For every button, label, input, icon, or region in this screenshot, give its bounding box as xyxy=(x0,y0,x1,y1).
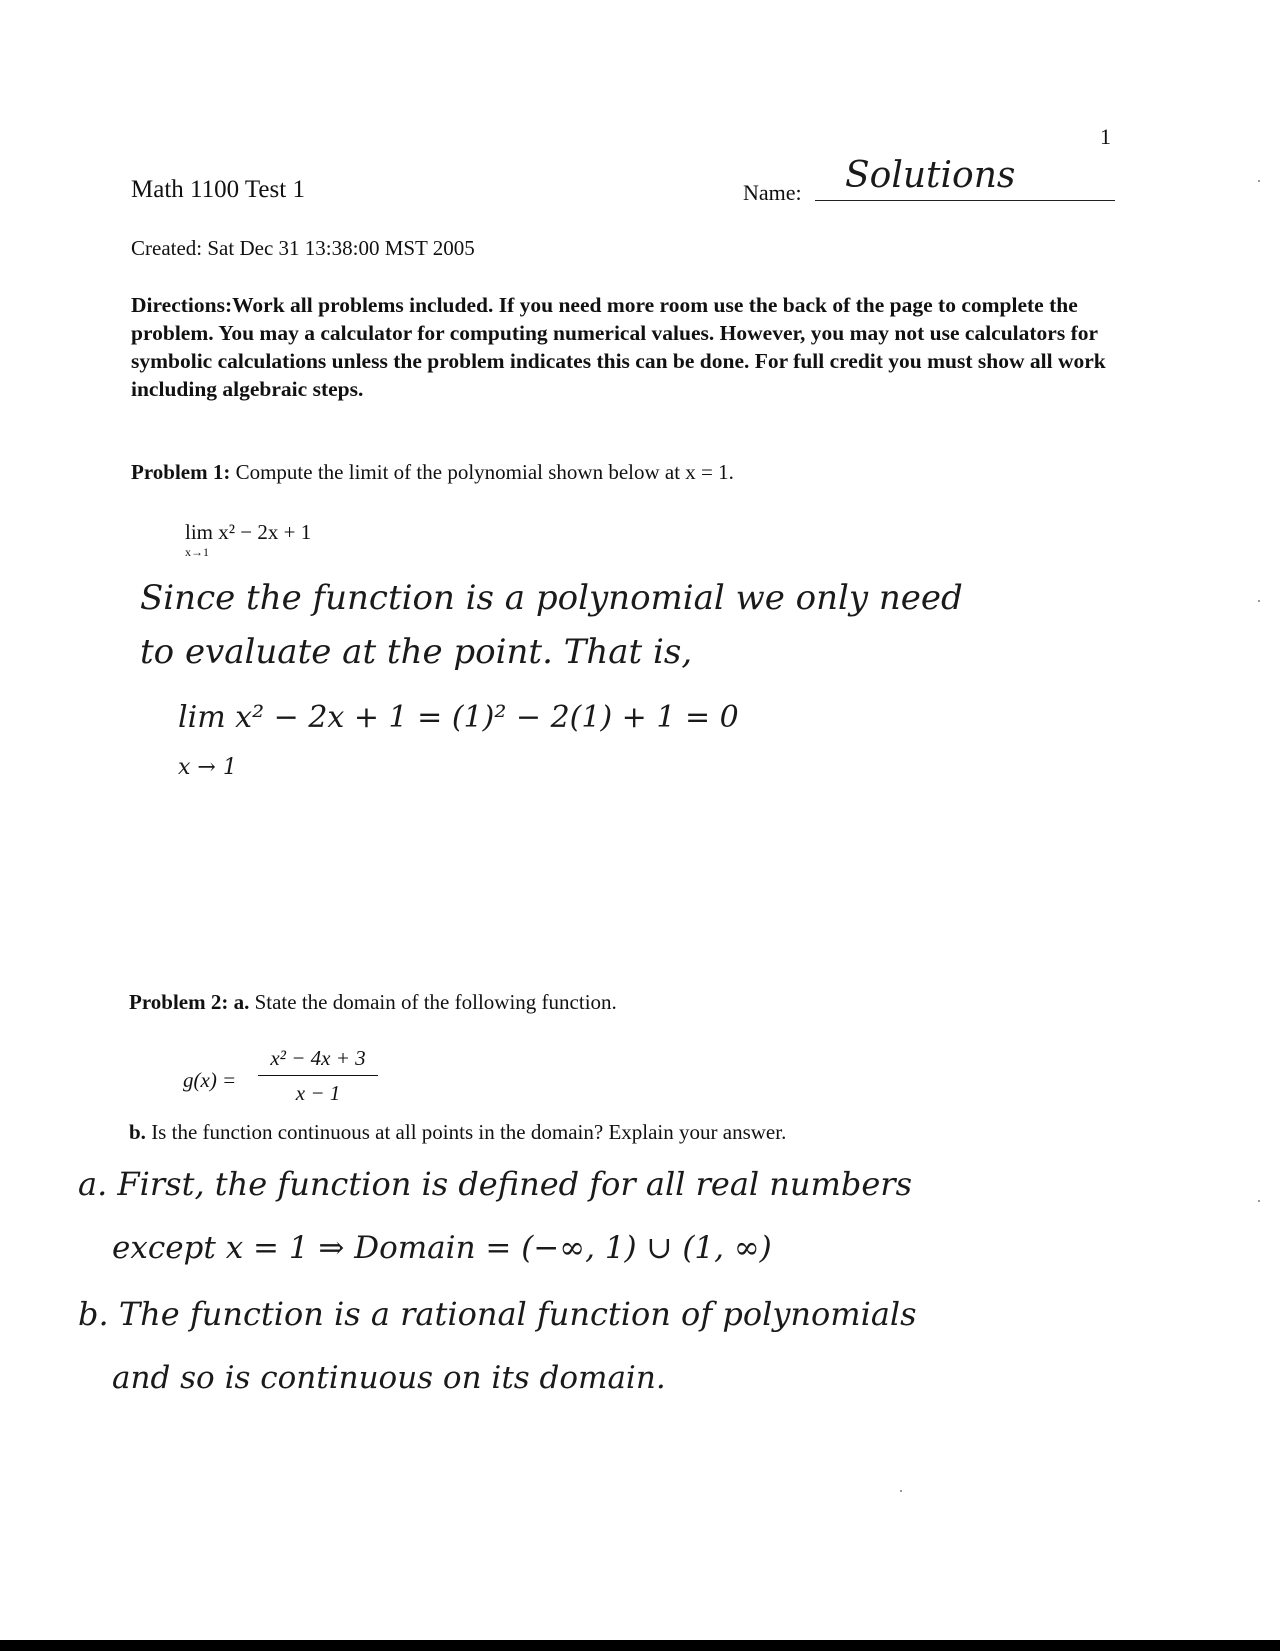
name-value: Solutions xyxy=(845,155,1016,196)
problem-2-part-b-text: Is the function continuous at all points in the domain? Explain your answer. xyxy=(151,1120,787,1144)
problem-2-part-a-label: a. xyxy=(233,990,250,1014)
problem-2-handwritten-line-4: and so is continuous on its domain. xyxy=(112,1360,666,1396)
course-title: Math 1100 Test 1 xyxy=(131,176,305,203)
problem-1-limit-expression: lim x² − 2x + 1 xyxy=(185,520,312,544)
scan-speck xyxy=(900,1490,902,1492)
scan-speck xyxy=(1258,180,1260,182)
problem-2-part-b-label: b. xyxy=(129,1120,146,1144)
scan-speck xyxy=(1258,1200,1260,1202)
fraction-numerator: x² − 4x + 3 xyxy=(270,1046,366,1070)
function-lhs: g(x) = xyxy=(183,1068,237,1092)
problem-2-part-b xyxy=(129,1120,786,1145)
scan-speck xyxy=(1258,600,1260,602)
problem-2-handwritten-line-2: except x = 1 ⇒ Domain = (−∞, 1) ∪ (1, ∞) xyxy=(112,1230,772,1266)
created-timestamp: Created: Sat Dec 31 13:38:00 MST 2005 xyxy=(131,236,475,260)
problem-2-prompt xyxy=(129,990,617,1015)
problem-1-handwritten-line-1: Since the function is a polynomial we only need xyxy=(140,578,963,618)
scan-bottom-edge xyxy=(0,1640,1280,1651)
problem-2-part-a-text: State the domain of the following function. xyxy=(254,990,617,1014)
problem-1-handwritten-line-4: x → 1 xyxy=(178,755,237,780)
problem-1-handwritten-line-3: lim x² − 2x + 1 = (1)² − 2(1) + 1 = 0 xyxy=(178,700,739,735)
problem-1-limit-subscript: x→1 xyxy=(185,545,209,559)
problem-1-label: Problem 1: xyxy=(131,460,231,484)
name-underline xyxy=(815,200,1115,201)
problem-2-handwritten-line-1: a. First, the function is defined for all real numbers xyxy=(78,1165,912,1203)
problem-1-handwritten-line-2: to evaluate at the point. That is, xyxy=(140,632,693,672)
fraction-bar xyxy=(258,1075,378,1076)
fraction-denominator: x − 1 xyxy=(295,1081,341,1105)
problem-1-prompt xyxy=(131,460,734,485)
page-number: 1 xyxy=(1100,124,1111,149)
name-label: Name: xyxy=(743,180,802,205)
directions-text: Work all problems included. If you need more room use the back of the page to complete the problem. You may a calculator for computing numerical values. However, you may not use calculators for symbolic calculations unless the problem indicates this can be done. For full credit you must show all work including algebraic steps. xyxy=(131,293,1106,401)
problem-1-text: Compute the limit of the polynomial shown below at x = 1. xyxy=(235,460,734,484)
problem-2-label: Problem 2: xyxy=(129,990,229,1014)
problem-2-handwritten-line-3: b. The function is a rational function of polynomials xyxy=(78,1295,917,1333)
directions-label: Directions: xyxy=(131,293,233,317)
directions-paragraph xyxy=(131,291,1117,403)
